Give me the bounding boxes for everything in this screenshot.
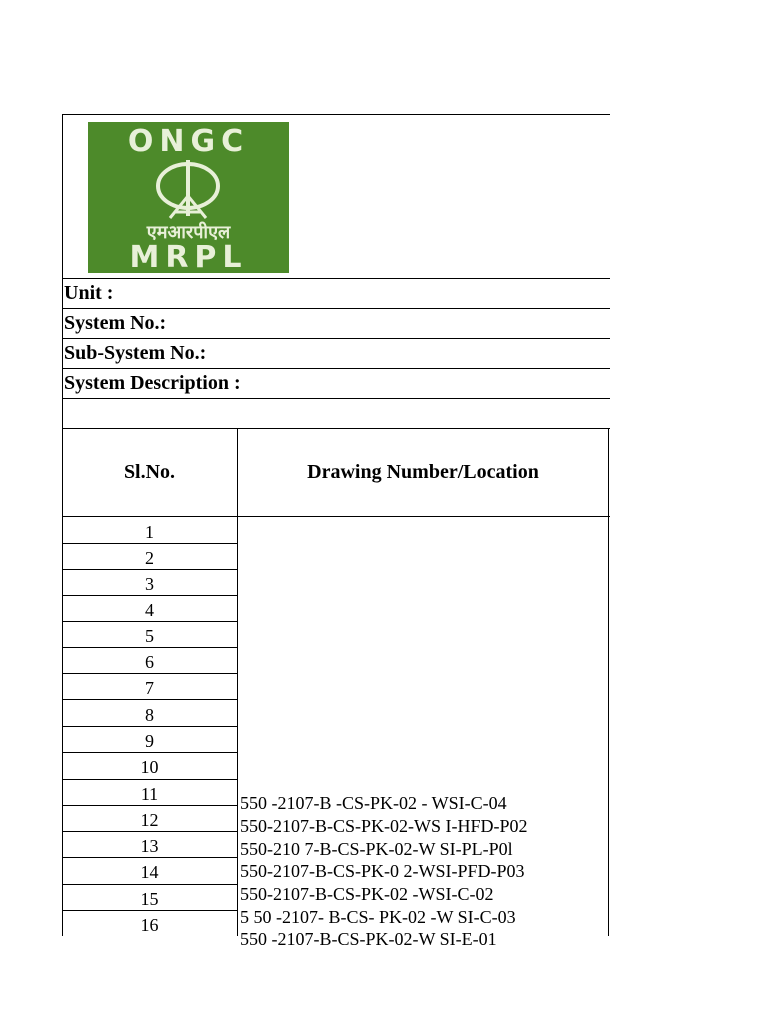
drawing-number: 5 50 -2107- B-CS- PK-02 -W SI-C-03 bbox=[240, 907, 516, 927]
table-top-border bbox=[62, 428, 610, 429]
table-row-number: 2 bbox=[145, 548, 154, 568]
table-row-number: 15 bbox=[140, 889, 159, 909]
drawing-number: 550-210 7-B-CS-PK-02-W SI-PL-P0l bbox=[240, 839, 513, 859]
row-divider bbox=[62, 621, 237, 622]
table-row-number: 8 bbox=[145, 705, 154, 725]
table-row-number: 10 bbox=[140, 757, 159, 777]
table-row-number: 1 bbox=[145, 522, 154, 542]
row-divider bbox=[62, 805, 237, 806]
row-divider bbox=[62, 595, 237, 596]
row-divider bbox=[62, 569, 237, 570]
system-description-label: System Description : bbox=[64, 372, 241, 394]
logo-top-text: ONGC bbox=[127, 124, 250, 159]
table-row-number: 16 bbox=[140, 915, 159, 935]
table-header-bottom bbox=[62, 516, 610, 517]
row-divider bbox=[62, 884, 237, 885]
table-row-number: 12 bbox=[140, 810, 159, 830]
table-row-number: 11 bbox=[140, 784, 159, 804]
oil-rig-icon bbox=[148, 156, 228, 220]
row-divider bbox=[62, 752, 237, 753]
row-divider bbox=[62, 673, 237, 674]
row-divider bbox=[62, 368, 610, 369]
row-divider bbox=[62, 831, 237, 832]
table-row-number: 4 bbox=[145, 600, 154, 620]
table-row-number: 14 bbox=[140, 862, 159, 882]
drawing-number: 550-2107-B-CS-PK-02-WS I-HFD-P02 bbox=[240, 816, 528, 836]
sub-system-no-label: Sub-System No.: bbox=[64, 342, 207, 364]
checklist-sheet bbox=[62, 114, 610, 949]
row-divider bbox=[62, 338, 610, 339]
row-divider bbox=[62, 699, 237, 700]
row-divider bbox=[62, 726, 237, 727]
row-divider bbox=[62, 779, 237, 780]
table-right-border bbox=[608, 428, 609, 936]
drawing-number: 550-2107-B-CS-PK-0 2-WSI-PFD-P03 bbox=[240, 861, 525, 881]
sl-no-header: Sl.No. bbox=[123, 461, 176, 483]
drawing-number: 550 -2107-B -CS-PK-02 - WSI-C-04 bbox=[240, 793, 507, 813]
drawing-header: Drawing Number/Location bbox=[307, 461, 539, 483]
system-no-label: System No.: bbox=[64, 312, 167, 334]
logo-bottom-text: MRPL bbox=[129, 240, 248, 275]
table-row-number: 7 bbox=[145, 678, 154, 698]
row-divider bbox=[62, 543, 237, 544]
row-divider bbox=[62, 647, 237, 648]
row-divider bbox=[62, 308, 610, 309]
table-row-number: 6 bbox=[145, 652, 154, 672]
drawing-number: 550 -2107-B-CS-PK-02-W SI-E-01 bbox=[240, 929, 497, 949]
column-divider bbox=[237, 428, 238, 936]
table-row-number: 3 bbox=[145, 574, 154, 594]
unit-label: Unit : bbox=[64, 282, 114, 304]
row-divider bbox=[62, 857, 237, 858]
row-divider bbox=[62, 910, 237, 911]
top-border bbox=[62, 114, 610, 115]
row-divider bbox=[62, 398, 610, 399]
ongc-mrpl-logo bbox=[88, 122, 289, 273]
table-row-number: 9 bbox=[145, 731, 154, 751]
logo-hindi-text: एमआरपीएल bbox=[146, 222, 231, 243]
table-row-number: 5 bbox=[145, 626, 154, 646]
table-row-number: 13 bbox=[140, 836, 159, 856]
drawing-number: 550-2107-B-CS-PK-02 -WSI-C-02 bbox=[240, 884, 494, 904]
row-divider bbox=[62, 278, 610, 279]
